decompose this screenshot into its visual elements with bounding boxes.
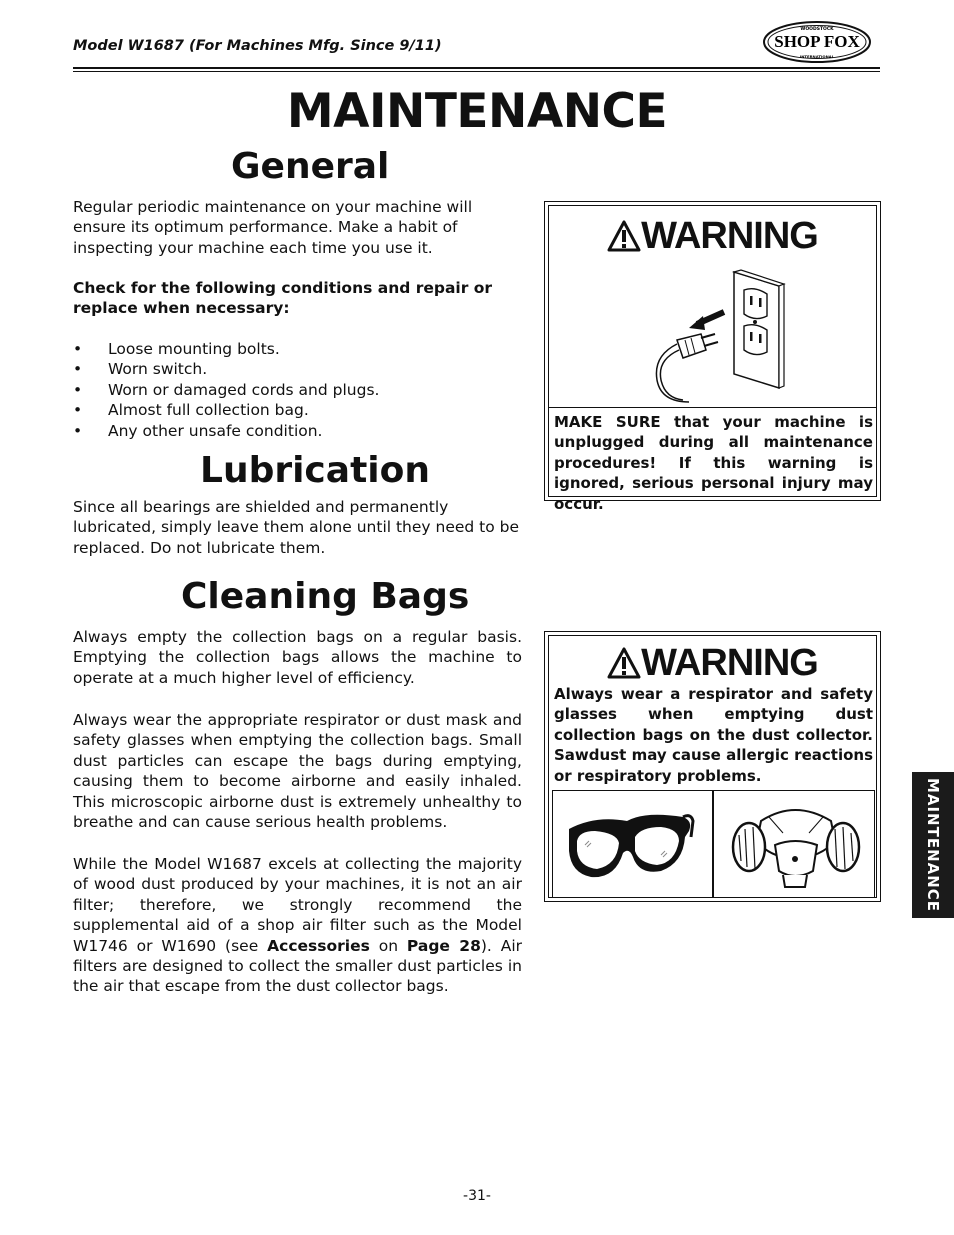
warning-triangle-icon	[607, 647, 641, 679]
cleaning-bags-heading: Cleaning Bags	[181, 576, 470, 617]
respirator-warning-box	[544, 631, 881, 902]
warning-divider	[549, 407, 876, 408]
cleaning-paragraph-2: Always wear the appropriate respirator or dust mask and safety glasses when emptying the collection bags. Small dust particles can escape the bags during emptying, causing them to become airborne and easily inhaled. This microscopic airborne dust is extremely unhealthy to breathe and can cause serious health problems.	[73, 711, 522, 832]
list-item: • Loose mounting bolts.	[73, 339, 523, 359]
general-intro-line: inspecting your machine each time you use it.	[73, 238, 433, 257]
maintenance-checklist	[73, 339, 523, 441]
lubrication-heading: Lubrication	[200, 450, 430, 491]
warning-title: WARNING	[641, 214, 818, 257]
list-item: • Worn switch.	[73, 359, 523, 379]
cleaning-p3-end: ). Air filters are designed to collect the smaller dust particles in the air that escape from the dust collector bags.	[73, 936, 522, 996]
general-check-text	[73, 278, 523, 319]
warning-title: WARNING	[641, 641, 818, 684]
unplug-warning-box	[544, 201, 881, 513]
warning-triangle-icon	[607, 220, 641, 252]
general-check-line: replace when necessary:	[73, 299, 290, 318]
cleaning-paragraph-3	[73, 854, 522, 997]
warning-header	[549, 640, 876, 686]
logo-main-text: SHOP FOX	[774, 32, 860, 51]
unplug-outlet-illustration	[649, 268, 789, 408]
section-side-tab	[912, 772, 954, 918]
general-heading: General	[231, 146, 390, 187]
page-28-link[interactable]: Page 28	[406, 936, 481, 955]
page-number: -31-	[463, 1188, 491, 1204]
header-model-text: Model W1687 (For Machines Mfg. Since 9/11)	[73, 38, 442, 54]
ppe-divider	[712, 791, 714, 897]
general-intro-line: Regular periodic maintenance on your machine will	[73, 198, 473, 216]
logo-top-text: WOODSTOCK	[800, 27, 834, 32]
lubrication-line: lubricated, simply leave them alone until they need to be	[73, 518, 520, 537]
warning-text: Always wear a respirator and safety glasses when emptying dust collection bags on the dust collector. Sawdust may cause allergic reactions or respiratory problems.	[554, 685, 873, 785]
ppe-image-frame	[552, 790, 875, 898]
general-intro-line: ensure its optimum performance. Make a habit of	[73, 218, 458, 237]
list-item: • Worn or damaged cords and plugs.	[73, 380, 523, 400]
shop-fox-logo	[762, 20, 872, 64]
lubrication-line: Since all bearings are shielded and permanently	[73, 498, 449, 516]
list-item: • Almost full collection bag.	[73, 400, 523, 420]
respirator-icon	[731, 801, 861, 893]
warning-header	[549, 212, 876, 260]
cleaning-paragraph-1: Always empty the collection bags on a regular basis. Emptying the collection bags allows the machine to operate at a much higher level of efficiency.	[73, 628, 522, 687]
side-tab-label: MAINTENANCE	[924, 777, 942, 913]
general-check-line: Check for the following conditions and repair or	[73, 279, 493, 297]
lubrication-text	[73, 497, 533, 558]
general-intro	[73, 197, 523, 258]
page-title: MAINTENANCE	[286, 84, 668, 139]
header-rule	[73, 67, 880, 69]
logo-bottom-text: INTERNATIONAL	[799, 54, 835, 59]
warning-text: MAKE SURE that your machine is unplugged during all maintenance procedures! If this warning is ignored, serious personal injury may occur.	[554, 413, 873, 513]
cleaning-p3-on: on	[378, 936, 399, 955]
safety-glasses-icon	[565, 807, 695, 883]
accessories-link[interactable]: Accessories	[267, 936, 370, 955]
header-rule-thin	[73, 71, 880, 72]
lubrication-line: replaced. Do not lubricate them.	[73, 538, 326, 557]
cleaning-p3-start: While the Model W1687 excels at collecting the majority of wood dust produced by your machines, it is not an air filter; therefore, we strongly recommend the supplemental aid of a shop air filter such as the Model W1746 or W1690 (see	[73, 855, 522, 955]
list-item: • Any other unsafe condition.	[73, 421, 523, 441]
